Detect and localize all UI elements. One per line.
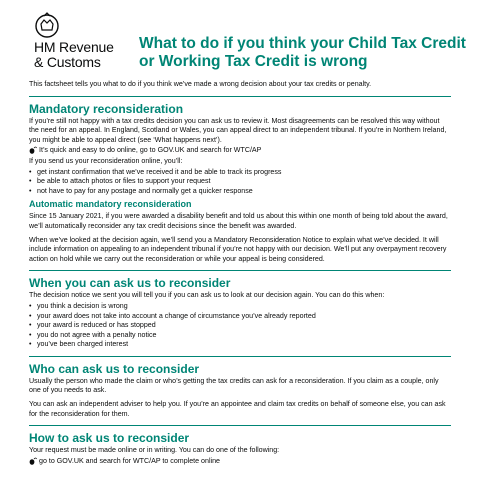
royal-crest-icon (34, 12, 60, 38)
online-tip-text: It’s quick and easy to do online, go to GOV.UK and search for WTC/AP (39, 146, 262, 155)
list-item: • get instant confirmation that we’ve received it and be able to track its progress (29, 168, 451, 178)
who-paragraph-2: You can ask an independent adviser to help you. If you’re an appointee and claim tax credits on behalf of someone else, you can ask for the reconsideration for them. (29, 400, 446, 418)
computer-mouse-icon (29, 146, 37, 154)
online-benefits-list (29, 168, 451, 197)
computer-mouse-icon (29, 457, 37, 465)
automatic-paragraph-2: When we’ve looked at the decision again, we’ll send you a Mandatory Reconsideration Notice to explain what we’ve decided. It will include information on appealing to an independent tribunal if you’re not happy with our decision. We’ll put any overpayment recovery action on hold while we carry out the reconsideration or while your appeal is being considered. (29, 235, 447, 263)
sub-heading-automatic: Automatic mandatory reconsideration (29, 199, 192, 210)
section-heading-when: When you can ask us to reconsider (29, 276, 231, 291)
section-heading-how: How to ask us to reconsider (29, 431, 190, 446)
online-tip (29, 457, 451, 467)
list-item: • be able to attach photos or files to support your request (29, 177, 451, 187)
list-item: • not have to pay for any postage and normally get a quicker response (29, 187, 451, 197)
when-paragraph-1: The decision notice we sent you will tell you if you can ask us to look at our decision again. You can do this when: (29, 291, 385, 300)
section-divider (29, 425, 451, 426)
section-divider (29, 356, 451, 357)
document-body (29, 80, 451, 466)
list-item: • you do not agree with a penalty notice (29, 331, 451, 341)
section-divider (29, 96, 451, 97)
how-paragraph-1: Your request must be made online or in writing. You can do one of the following: (29, 446, 280, 455)
mandatory-paragraph-1: If you’re still not happy with a tax credits decision you can ask us to review it. Most disagreements can be resolved this way without the need for an appeal. In England, Scotland or Wales, you can appeal direct to an independent tribunal. If you’re in Northern Ireland, you might be able to appeal direct (see ‘What happens next’). (29, 116, 447, 144)
section-divider (29, 270, 451, 271)
list-item: • your award does not take into account a change of circumstance you’ve already reported (29, 312, 451, 322)
hmrc-logo-text: HM Revenue & Customs (34, 39, 114, 70)
section-heading-who: Who can ask us to reconsider (29, 361, 200, 376)
list-item: • your award is reduced or has stopped (29, 321, 451, 331)
document-title: What to do if you think your Child Tax Credit or Working Tax Credit is wrong (139, 35, 466, 70)
online-tip-text: go to GOV.UK and search for WTC/AP to complete online (39, 456, 220, 465)
list-item: • you think a decision is wrong (29, 302, 451, 312)
mandatory-paragraph-2: If you send us your reconsideration online, you’ll: (29, 156, 183, 165)
when-list (29, 302, 451, 350)
list-item: • you’ve been charged interest (29, 340, 451, 350)
section-heading-mandatory: Mandatory reconsideration (29, 101, 184, 116)
intro-text: This factsheet tells you what to do if you think we’ve made a wrong decision about your tax credits or penalty. (29, 80, 372, 88)
document-header (0, 0, 480, 80)
automatic-paragraph-1: Since 15 January 2021, if you were awarded a disability benefit and told us about this within one month of being told about the award, we’ll automatically reconsider any tax credit decisions since the benefit was awarded. (29, 212, 448, 230)
who-paragraph-1: Usually the person who made the claim or who’s getting the tax credits can ask for a reconsideration. If you claim as a couple, only one of you needs to ask. (29, 376, 439, 395)
online-tip (29, 146, 451, 156)
